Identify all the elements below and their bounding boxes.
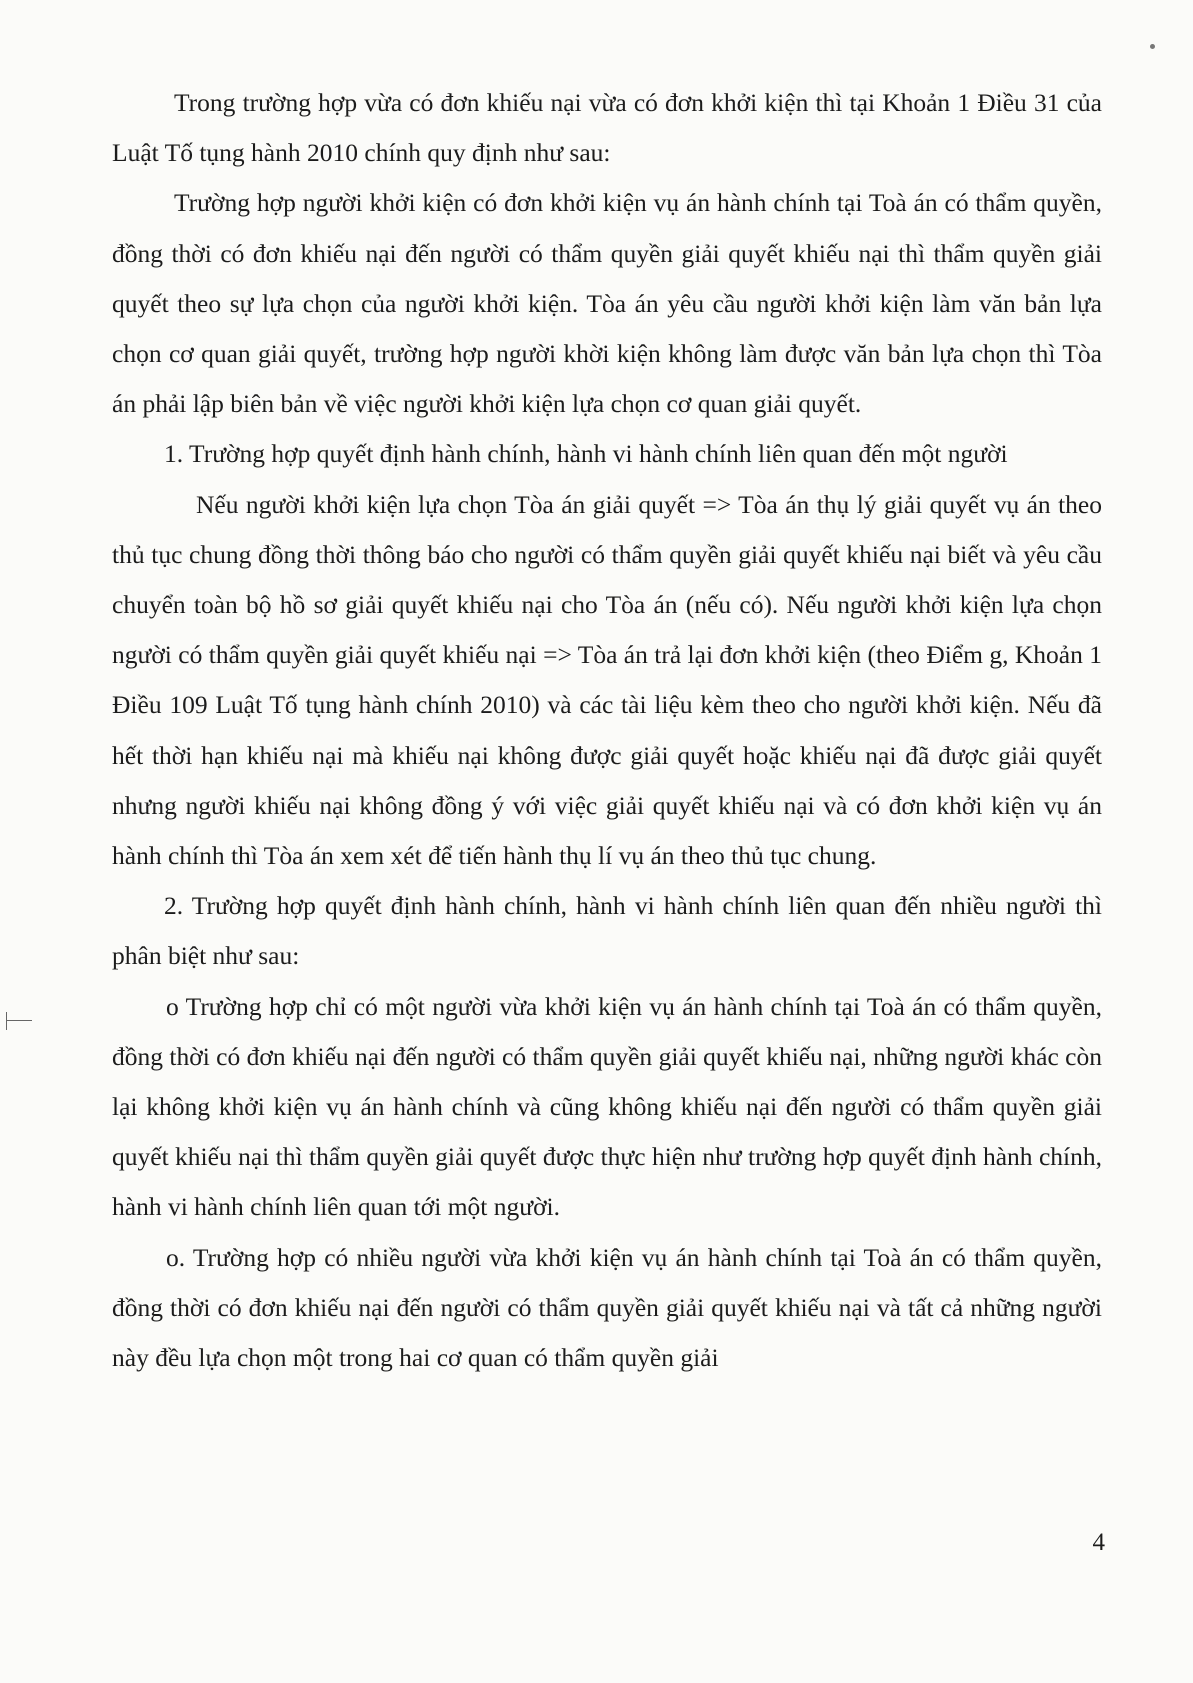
paragraph-quoted-provision: Trường hợp người khởi kiện có đơn khởi kiện vụ án hành chính tại Toà án có thẩm quyền, đồng thời có đơn khiếu nại đến người có thẩm quyền giải quyết khiếu nại thì thẩm quyền giải quyết theo sự lựa chọn của người khởi kiện. Tòa án yêu cầu người khởi kiện làm văn bản lựa chọn cơ quan giải quyết, trường hợp người khời kiện không làm được văn bản lựa chọn thì Tòa án phải lập biên bản về việc người khởi kiện lựa chọn cơ quan giải quyết.: [112, 188, 1102, 419]
heading-case-many-people: 2. Trường hợp quyết định hành chính, hành vi hành chính liên quan đến nhiều người thì phân biệt như sau:: [112, 891, 1102, 971]
bullet-multiple-complainants: o. Trường hợp có nhiều người vừa khởi kiện vụ án hành chính tại Toà án có thẩm quyền, đồng thời có đơn khiếu nại đến người có thẩm quyền giải quyết khiếu nại và tất cả những người này đều lựa chọn một trong hai cơ quan có thẩm quyền giải: [112, 1242, 1102, 1373]
margin-tick-mark-left: [6, 1012, 7, 1030]
paragraph-case-one-person: Nếu người khởi kiện lựa chọn Tòa án giải quyết => Tòa án thụ lý giải quyết vụ án theo thủ tục chung đồng thời thông báo cho người có thẩm quyền giải quyết khiếu nại biết và yêu cầu chuyển toàn bộ hồ sơ giải quyết khiếu nại cho Tòa án (nếu có). Nếu người khởi kiện lựa chọn người có thẩm quyền giải quyết khiếu nại => Tòa án trả lại đơn khởi kiện (theo Điểm g, Khoản 1 Điều 109 Luật Tố tụng hành chính 2010) và các tài liệu kèm theo cho người khởi kiện. Nếu đã hết thời hạn khiếu nại mà khiếu nại không được giải quyết hoặc khiếu nại đã được giải quyết nhưng người khiếu nại không đồng ý với việc giải quyết khiếu nại và có đơn khởi kiện vụ án hành chính thì Tòa án xem xét để tiến hành thụ lí vụ án theo thủ tục chung.: [112, 489, 1102, 871]
page-number: 4: [1092, 1529, 1105, 1556]
scan-dot-mark: [1150, 44, 1155, 49]
paragraph-intro: Trong trường hợp vừa có đơn khiếu nại vừa có đơn khởi kiện thì tại Khoản 1 Điều 31 của Luật Tố tụng hành 2010 chính quy định như sau:: [112, 88, 1102, 168]
margin-tick-mark: [6, 1020, 32, 1021]
bullet-single-complainant: o Trường hợp chỉ có một người vừa khởi kiện vụ án hành chính tại Toà án có thẩm quyền, đồng thời có đơn khiếu nại đến người có thẩm quyền giải quyết khiếu nại, những người khác còn lại không khởi kiện vụ án hành chính và cũng không khiếu nại đến người có thẩm quyền giải quyết khiếu nại thì thẩm quyền giải quyết được thực hiện như trường hợp quyết định hành chính, hành vi hành chính liên quan tới một người.: [112, 991, 1102, 1222]
page-body: [112, 78, 1102, 1383]
heading-case-one-person: 1. Trường hợp quyết định hành chính, hành vi hành chính liên quan đến một người: [164, 439, 1008, 469]
